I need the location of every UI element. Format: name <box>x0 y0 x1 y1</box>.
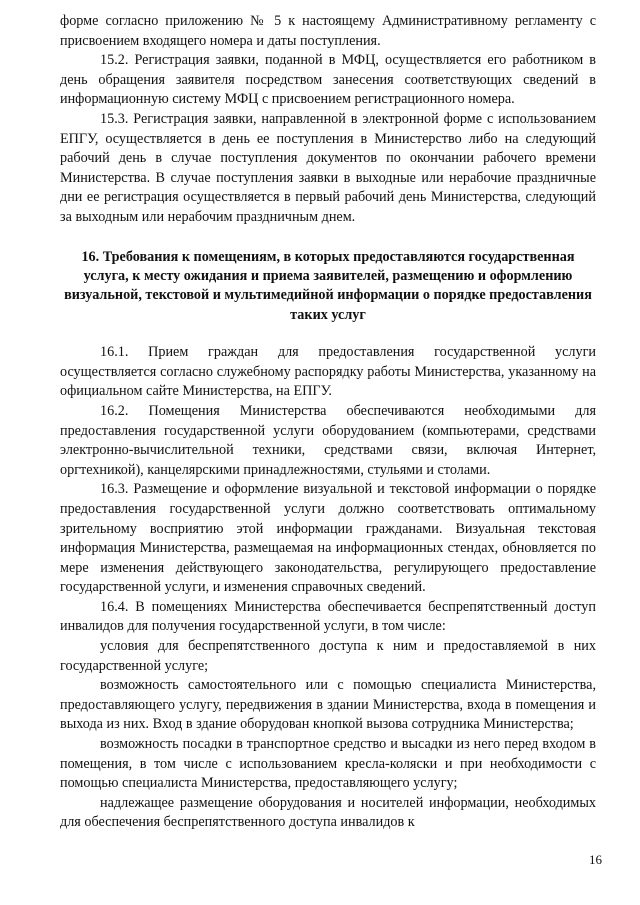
section-heading-16: 16. Требования к помещениям, в которых предоставляются государственная услуга, к месту ожидания и приема заявителей, размещению и оформлению визуальной, текстовой и мультимедийной информации о порядке предоставления таких услуг <box>64 248 592 323</box>
list-item-access-conditions: условия для беспрепятственного доступа к ним и предоставляемой в них государственной услуге; <box>60 638 596 674</box>
paragraph-16-1: 16.1. Прием граждан для предоставления государственной услуги осуществляется согласно служебному распорядку работы Министерства, указанному на официальном сайте Министерства, на ЕПГУ. <box>60 344 596 400</box>
paragraph-15-2: 15.2. Регистрация заявки, поданной в МФЦ, осуществляется его работником в день обращения заявителя посредством занесения соответствующих сведений в информационную систему МФЦ с присвоением регистрационного номера. <box>60 52 596 108</box>
list-item-transport: возможность посадки в транспортное средство и высадки из него перед входом в помещения, в том числе с использованием кресла-коляски и при необходимости с помощью специалиста Министерства, предоставляющего услугу; <box>60 736 596 792</box>
paragraph-16-3: 16.3. Размещение и оформление визуальной и текстовой информации о порядке предоставления государственной услуги должно соответствовать оптимальному зрительному восприятию этой информации гражданами. Визуальная текстовая информация Министерства, размещаемая на информационных стендах, обновляется по мере изменения действующего законодательства, регулирующего предоставление государственной услуги, и изменения справочных сведений. <box>60 481 596 596</box>
paragraph-15-3: 15.3. Регистрация заявки, направленной в электронной форме с использованием ЕПГУ, осуществляется в день ее поступления в Министерство либо на следующий рабочий день в случае поступления документов по окончании рабочего времени Министерства. В случае поступления заявки в выходные или нерабочие праздничные дни ее регистрация осуществляется в первый рабочий день Министерства, следующий за выходным или нерабочим праздничным днем. <box>60 110 596 225</box>
list-item-equipment: надлежащее размещение оборудования и носителей информации, необходимых для обеспечения беспрепятственного доступа инвалидов к <box>60 794 596 831</box>
paragraph-continuation: форме согласно приложению № 5 к настоящему Административному регламенту с присвоением входящего номера и даты поступления. <box>60 13 596 49</box>
paragraph-16-4: 16.4. В помещениях Министерства обеспечивается беспрепятственный доступ инвалидов для получения государственной услуги, в том числе: <box>60 598 596 635</box>
paragraph-16-2: 16.2. Помещения Министерства обеспечиваются необходимыми для предоставления государственной услуги оборудованием (компьютерами, средствами электронно-вычислительной техники, средствами связи, включая Интернет, оргтехникой), канцелярскими принадлежностями, стульями и столами. <box>60 402 596 478</box>
page-number: 16 <box>589 852 602 867</box>
list-item-movement: возможность самостоятельного или с помощью специалиста Министерства, предоставляющего услугу, передвижения в здании Министерства, входа в помещения и выхода из них. Вход в здание оборудован кнопкой вызова сотрудника Министерства; <box>60 677 596 733</box>
document-page <box>60 12 596 833</box>
